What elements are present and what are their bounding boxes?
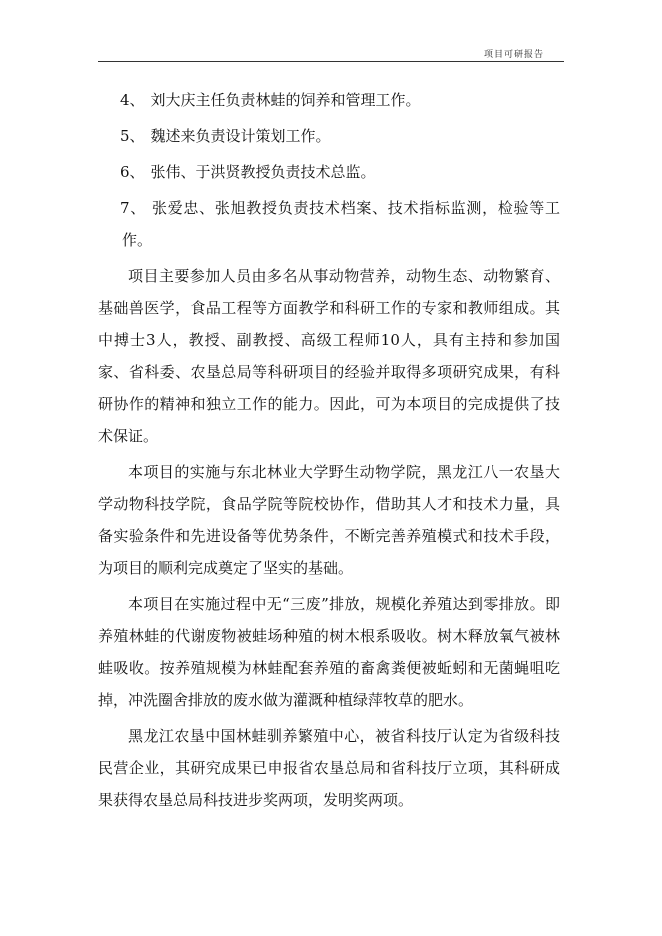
list-item-number: 5、: [120, 127, 145, 145]
list-item-text: 张爱忠、张旭教授负责技术档案、技术指标监测，检验等工作。: [122, 199, 560, 249]
paragraph-achievements: 黑龙江农垦中国林蛙驯养繁殖中心，被省科技厅认定为省级科技民营企业，其研究成果已申报省农垦总局和省科技厅立项，其科研成果获得农垦总局科技进步奖两项，发明奖两项。: [98, 727, 560, 809]
list-item: [98, 84, 560, 116]
document-body: [98, 84, 560, 820]
paragraph-personnel: 项目主要参加人员由多名从事动物营养，动物生态、动物繁育、基础兽医学，食品工程等方面教学和科研工作的专家和教师组成。其中搏士3人，教授、副教授、高级工程师10人，具有主持和参加国家、省科委、农垦总局等科研项目的经验并取得多项研究成果，有科研协作的精神和独立工作的能力。因此，可为本项目的完成提供了技术保证。: [98, 267, 560, 445]
list-item-text: 张伟、于洪贤教授负责技术总监。: [150, 163, 376, 181]
list-item: [98, 192, 560, 256]
list-item-text: 刘大庆主任负责林蛙的饲养和管理工作。: [150, 91, 421, 109]
list-item-number: 7、: [120, 199, 146, 217]
paragraph-zero-emission: 本项目在实施过程中无“三废”排放，规模化养殖达到零排放。即养殖林蛙的代谢废物被蛙场种殖的树木根系吸收。树木释放氧气被林蛙吸收。按养殖规模为林蛙配套养殖的畜禽粪便被蚯蚓和无菌蝇咀吃掉，冲洗圈舍排放的废水做为灌溉种植绿萍牧草的肥水。: [98, 595, 560, 709]
paragraph-cooperation: 本项目的实施与东北林业大学野生动物学院，黑龙江八一农垦大学动物科技学院，食品学院等院校协作，借助其人才和技术力量，具备实验条件和先进设备等优势条件，不断完善养殖模式和技术手段，为项目的顺利完成奠定了坚实的基础。: [98, 463, 560, 577]
list-item: [98, 156, 560, 188]
list-item-text: 魏述来负责设计策划工作。: [150, 127, 331, 145]
header-label: 项目可研报告: [483, 50, 544, 60]
list-item: [98, 120, 560, 152]
header-rule: [98, 61, 564, 62]
list-item-number: 4、: [120, 91, 145, 109]
list-item-number: 6、: [120, 163, 145, 181]
page-header: [0, 0, 662, 64]
